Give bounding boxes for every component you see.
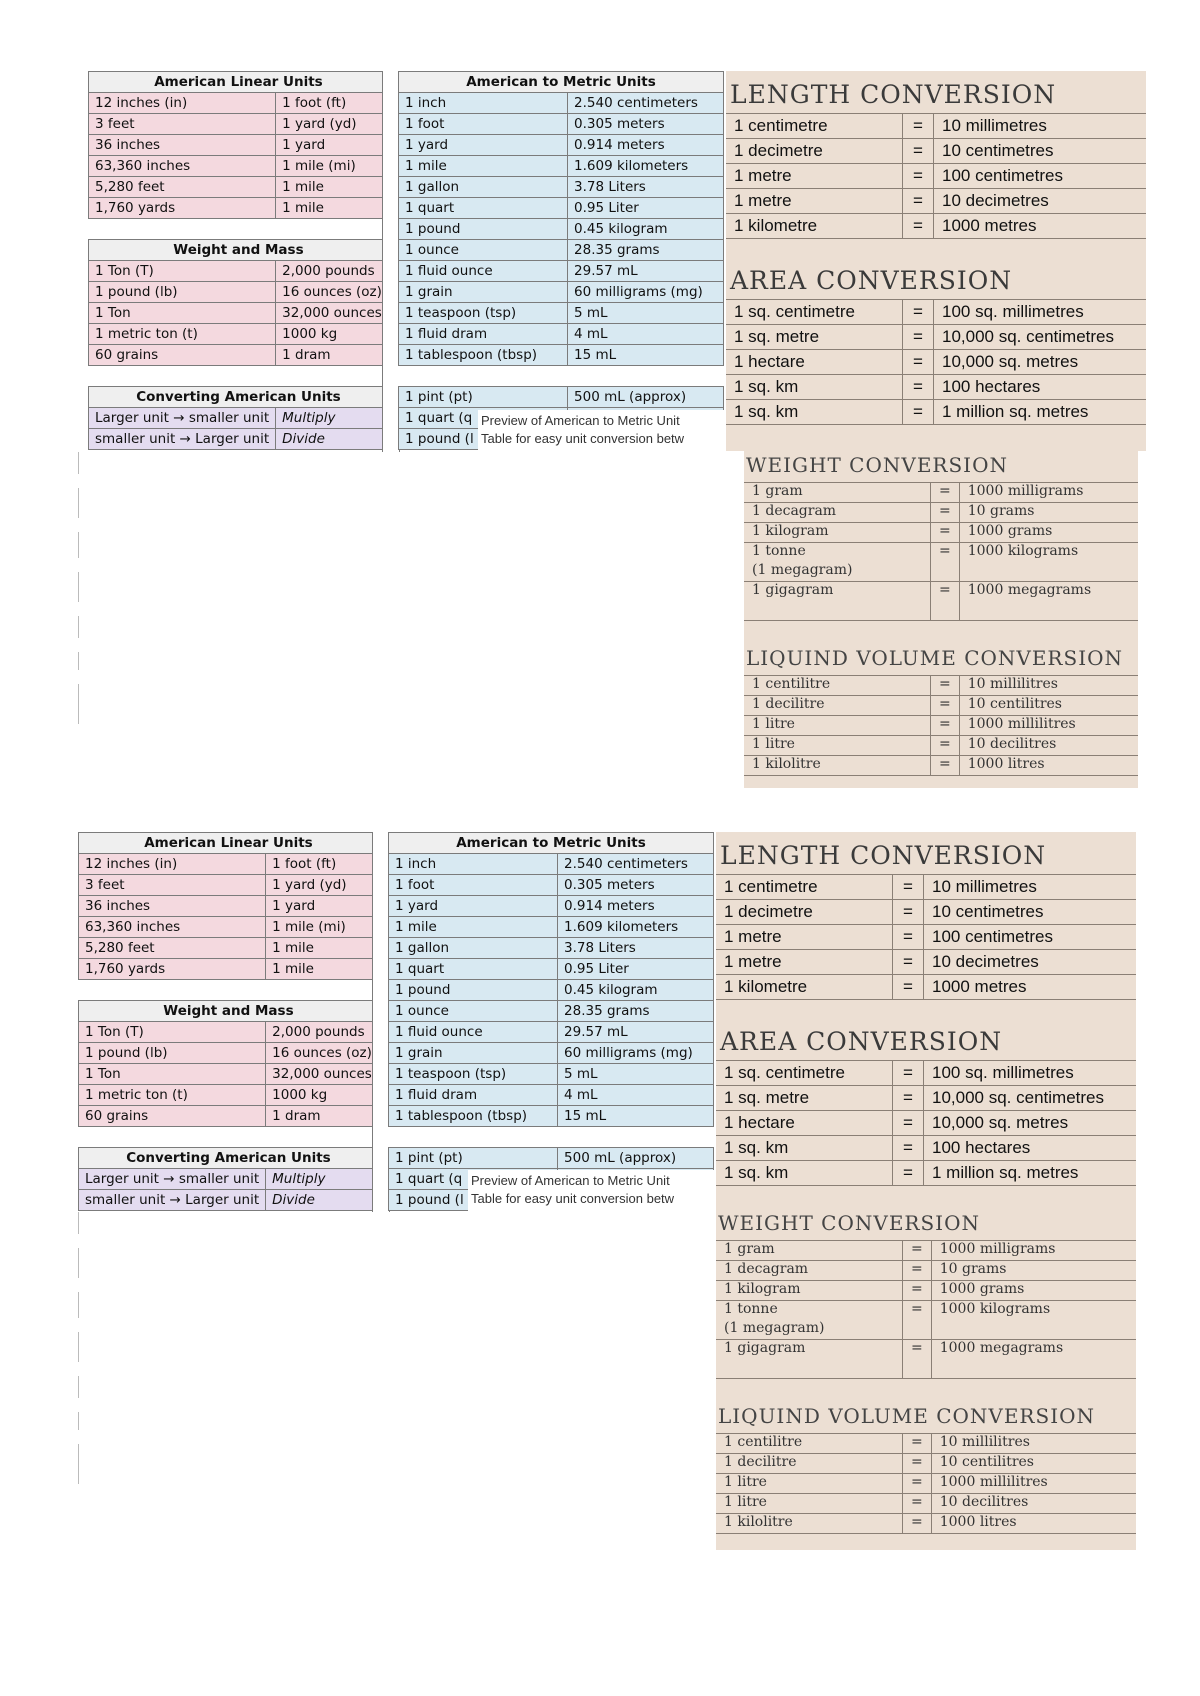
table-row: 1 sq. metre = 10,000 sq. centimetres xyxy=(716,1086,1136,1111)
table-row: 1 foot 0.305 meters xyxy=(399,114,724,135)
table-row: 1 sq. km = 100 hectares xyxy=(716,1136,1136,1161)
weight-mass-title: Weight and Mass xyxy=(89,240,389,261)
table-row: 63,360 inches 1 mile (mi) xyxy=(79,917,379,938)
table-row: 1 mile 1.609 kilometers xyxy=(399,156,724,177)
american-linear-title: American Linear Units xyxy=(79,833,379,854)
table-row: 1 kilogram = 1000 grams xyxy=(744,523,1138,543)
table-row: 1 grain 60 milligrams (mg) xyxy=(399,282,724,303)
table-row: smaller unit → Larger unit Divide xyxy=(79,1190,379,1211)
area-table xyxy=(716,1060,1136,1186)
table-row: 5,280 feet 1 mile xyxy=(89,177,389,198)
american-metric-title: American to Metric Units xyxy=(389,833,714,854)
table-row: 36 inches 1 yard xyxy=(79,896,379,917)
table-row: 3 feet 1 yard (yd) xyxy=(89,114,389,135)
length-area-panel xyxy=(716,832,1136,1212)
table-row: 1 foot 0.305 meters xyxy=(389,875,714,896)
tooltip-line-2: Table for easy unit conversion betw xyxy=(471,1191,675,1206)
table-row: 1 gallon 3.78 Liters xyxy=(399,177,724,198)
weight-volume-panel xyxy=(744,448,1138,788)
weight-title: WEIGHT CONVERSION xyxy=(718,1211,980,1235)
table-row: 1 Ton (T) 2,000 pounds xyxy=(89,261,389,282)
table-row: 1 Ton (T) 2,000 pounds xyxy=(79,1022,379,1043)
table-row: 1 sq. km = 1 million sq. metres xyxy=(716,1161,1136,1186)
table-row: 1 pint (pt) 500 mL (approx) xyxy=(399,387,724,408)
table-row: 1 litre = 1000 millilitres xyxy=(744,716,1138,736)
table-row: 1 kilogram = 1000 grams xyxy=(716,1281,1136,1301)
spacer-row xyxy=(89,366,389,387)
table-row: 1 quart (q xyxy=(399,408,724,429)
table-row: (1 megagram) xyxy=(744,562,1138,582)
american-metric-title: American to Metric Units xyxy=(399,72,724,93)
table-row: 1 decimetre = 10 centimetres xyxy=(716,900,1136,925)
table-row: (1 megagram) xyxy=(716,1320,1136,1340)
table-row: smaller unit → Larger unit Divide xyxy=(89,429,389,450)
table-row: 1 mile 1.609 kilometers xyxy=(389,917,714,938)
table-row: 1 metre = 10 decimetres xyxy=(716,950,1136,975)
table-row: 1 litre = 10 decilitres xyxy=(744,736,1138,756)
table-row: 1 gigagram = 1000 megagrams xyxy=(744,582,1138,621)
table-row: 1 decilitre = 10 centilitres xyxy=(744,696,1138,716)
table-row: 1 gallon 3.78 Liters xyxy=(389,938,714,959)
american-to-metric-table xyxy=(388,832,714,1211)
table-row: 1 sq. centimetre = 100 sq. millimetres xyxy=(726,300,1146,325)
table-row: 1 hectare = 10,000 sq. metres xyxy=(716,1111,1136,1136)
table-row: 1 quart 0.95 Liter xyxy=(389,959,714,980)
table-row: 1 teaspoon (tsp) 5 mL xyxy=(399,303,724,324)
length-table xyxy=(726,113,1146,239)
table-row: 1 ounce 28.35 grams xyxy=(399,240,724,261)
conversion-sheet-top xyxy=(0,0,1200,772)
table-row: 1 tonne = 1000 kilograms xyxy=(716,1301,1136,1321)
table-row: 12 inches (in) 1 foot (ft) xyxy=(79,854,379,875)
table-row: 1 metre = 100 centimetres xyxy=(716,925,1136,950)
table-row: 1 fluid dram 4 mL xyxy=(389,1085,714,1106)
table-row: 1 tablespoon (tbsp) 15 mL xyxy=(389,1106,714,1127)
american-linear-units-table xyxy=(78,832,379,1211)
weight-volume-panel xyxy=(716,1206,1136,1550)
table-row: 1 grain 60 milligrams (mg) xyxy=(389,1043,714,1064)
table-row: 1 inch 2.540 centimeters xyxy=(389,854,714,875)
table-row: Larger unit → smaller unit Multiply xyxy=(79,1169,379,1190)
length-table xyxy=(716,874,1136,1000)
tooltip-line-2: Table for easy unit conversion betw xyxy=(481,431,685,446)
table-row: 1 decilitre = 10 centilitres xyxy=(716,1454,1136,1474)
table-row: 1 Ton 32,000 ounces xyxy=(89,303,389,324)
table-row: 1 quart (q xyxy=(389,1169,714,1190)
table-row: 1 Ton 32,000 ounces xyxy=(79,1064,379,1085)
table-row: 60 grains 1 dram xyxy=(79,1106,379,1127)
converting-title: Converting American Units xyxy=(79,1148,379,1169)
table-row: 60 grains 1 dram xyxy=(89,345,389,366)
area-table xyxy=(726,299,1146,425)
length-area-panel xyxy=(726,71,1146,451)
area-title: AREA CONVERSION xyxy=(730,266,1013,295)
table-row: Larger unit → smaller unit Multiply xyxy=(89,408,389,429)
volume-table xyxy=(716,1433,1136,1534)
table-row: 1 gigagram = 1000 megagrams xyxy=(716,1340,1136,1379)
table-row: 36 inches 1 yard xyxy=(89,135,389,156)
table-row: 1 litre = 1000 millilitres xyxy=(716,1474,1136,1494)
table-row: 1 tablespoon (tbsp) 15 mL xyxy=(399,345,724,366)
table-row: 1 centilitre = 10 millilitres xyxy=(716,1434,1136,1454)
table-row: 1 hectare = 10,000 sq. metres xyxy=(726,350,1146,375)
converting-title: Converting American Units xyxy=(89,387,389,408)
table-row: 1 pound (lb) 16 ounces (oz) xyxy=(79,1043,379,1064)
table-row: 1 fluid ounce 29.57 mL xyxy=(399,261,724,282)
table-row: 1 yard 0.914 meters xyxy=(399,135,724,156)
spacer-row xyxy=(79,980,379,1001)
table-row: 1 pound 0.45 kilogram xyxy=(389,980,714,1001)
table-row: 1 sq. km = 1 million sq. metres xyxy=(726,400,1146,425)
volume-title: LIQUIND VOLUME CONVERSION xyxy=(746,646,1123,670)
volume-title: LIQUIND VOLUME CONVERSION xyxy=(718,1404,1095,1428)
weight-mass-title: Weight and Mass xyxy=(79,1001,379,1022)
table-row: 1 sq. centimetre = 100 sq. millimetres xyxy=(716,1061,1136,1086)
american-linear-title: American Linear Units xyxy=(89,72,389,93)
table-row: 1 kilometre = 1000 metres xyxy=(726,214,1146,239)
spacer-row xyxy=(389,1127,714,1148)
table-row: 1 centimetre = 10 millimetres xyxy=(726,114,1146,139)
table-row: 1 fluid dram 4 mL xyxy=(399,324,724,345)
table-row: 1 gram = 1000 milligrams xyxy=(716,1241,1136,1261)
preview-tooltip xyxy=(478,410,728,456)
table-row: 1 sq. metre = 10,000 sq. centimetres xyxy=(726,325,1146,350)
table-row: 1 sq. km = 100 hectares xyxy=(726,375,1146,400)
table-row: 1 teaspoon (tsp) 5 mL xyxy=(389,1064,714,1085)
table-row: 12 inches (in) 1 foot (ft) xyxy=(89,93,389,114)
table-row: 1 centimetre = 10 millimetres xyxy=(716,875,1136,900)
table-row: 1 kilolitre = 1000 litres xyxy=(744,756,1138,776)
conversion-sheet-bottom xyxy=(0,760,1200,1530)
table-row: 1 pint (pt) 500 mL (approx) xyxy=(389,1148,714,1169)
spacer-row xyxy=(399,366,724,387)
spacer-row xyxy=(79,1127,379,1148)
table-row: 3 feet 1 yard (yd) xyxy=(79,875,379,896)
length-title: LENGTH CONVERSION xyxy=(720,841,1047,870)
table-row: 1 metric ton (t) 1000 kg xyxy=(89,324,389,345)
weight-table xyxy=(716,1240,1136,1379)
table-row: 1 centilitre = 10 millilitres xyxy=(744,676,1138,696)
weight-title: WEIGHT CONVERSION xyxy=(746,453,1008,477)
table-row: 1 ounce 28.35 grams xyxy=(389,1001,714,1022)
table-row: 1 pound (lb) 16 ounces (oz) xyxy=(89,282,389,303)
table-row: 1 pound (l xyxy=(389,1190,714,1211)
table-row: 1 decimetre = 10 centimetres xyxy=(726,139,1146,164)
table-row: 1 metric ton (t) 1000 kg xyxy=(79,1085,379,1106)
american-to-metric-table xyxy=(398,71,724,450)
table-row: 1 kilometre = 1000 metres xyxy=(716,975,1136,1000)
table-row: 1 litre = 10 decilitres xyxy=(716,1494,1136,1514)
margin-marks xyxy=(78,1212,80,1498)
spacer-row xyxy=(89,219,389,240)
table-row: 1 yard 0.914 meters xyxy=(389,896,714,917)
american-linear-units-table xyxy=(88,71,389,450)
table-row: 63,360 inches 1 mile (mi) xyxy=(89,156,389,177)
length-title: LENGTH CONVERSION xyxy=(730,80,1057,109)
area-title: AREA CONVERSION xyxy=(720,1027,1003,1056)
table-row: 1 gram = 1000 milligrams xyxy=(744,483,1138,503)
table-row: 1,760 yards 1 mile xyxy=(79,959,379,980)
table-row: 1 metre = 100 centimetres xyxy=(726,164,1146,189)
table-row: 1 decagram = 10 grams xyxy=(716,1261,1136,1281)
tooltip-line-1: Preview of American to Metric Unit xyxy=(481,413,680,428)
tooltip-line-1: Preview of American to Metric Unit xyxy=(471,1173,670,1188)
table-row: 1 decagram = 10 grams xyxy=(744,503,1138,523)
table-row: 1 fluid ounce 29.57 mL xyxy=(389,1022,714,1043)
table-row: 5,280 feet 1 mile xyxy=(79,938,379,959)
table-row: 1 metre = 10 decimetres xyxy=(726,189,1146,214)
table-row: 1 kilolitre = 1000 litres xyxy=(716,1514,1136,1534)
table-row: 1 pound (l xyxy=(399,429,724,450)
table-row: 1 inch 2.540 centimeters xyxy=(399,93,724,114)
table-row: 1,760 yards 1 mile xyxy=(89,198,389,219)
preview-tooltip xyxy=(468,1170,718,1216)
table-row: 1 tonne = 1000 kilograms xyxy=(744,543,1138,563)
margin-marks xyxy=(78,452,80,738)
table-row: 1 quart 0.95 Liter xyxy=(399,198,724,219)
table-row: 1 pound 0.45 kilogram xyxy=(399,219,724,240)
weight-table xyxy=(744,482,1138,621)
